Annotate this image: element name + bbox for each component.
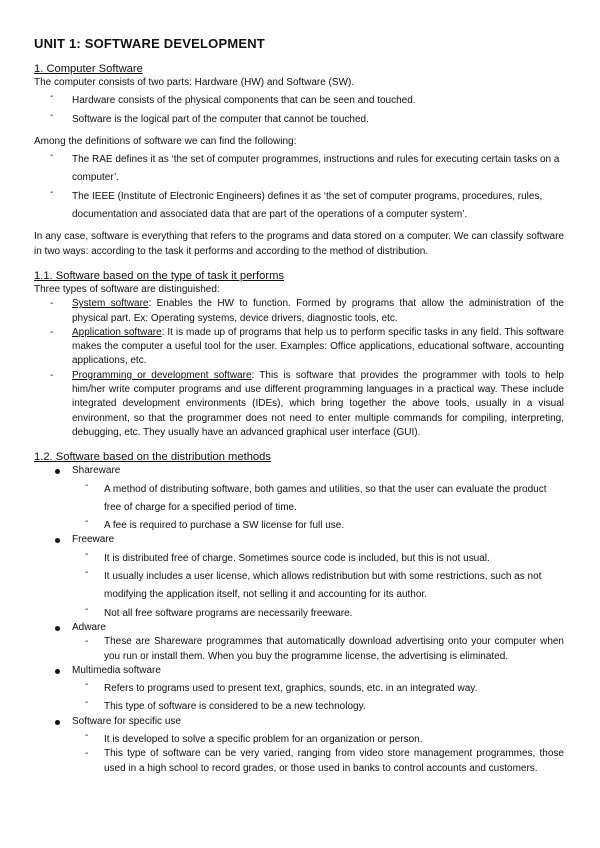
bullet-icon: [55, 469, 60, 474]
document-page: [34, 36, 564, 776]
list-item: - This type of software is considered to be a new technology.: [85, 697, 366, 713]
list-item: - This type of software can be very varied, ranging from video store management programmes, those used in a high school to record grades, or those used in banks to control accounts and customers.: [85, 748, 564, 774]
list-item: - It usually includes a user license, which allows redistribution but with some restrictions, such as not modifying the application itself, not selling it and accounting for its author.: [85, 567, 542, 601]
list-item: - A fee is required to purchase a SW license for full use.: [85, 516, 345, 532]
list-item: - These are Shareware programmes that automatically download advertising onto your computer when you run or install them. When you buy the programme license, the advertising is eliminated.: [85, 636, 564, 662]
paragraph-closing: In any case, software is everything that refers to the programs and data stored on a computer. We can classify software in two ways: according to the task it performs and according to the method of distribution.: [34, 231, 564, 257]
list-item: - System software: Enables the HW to function. Formed by programs that allow the administration of the physical part. Ex: Operating systems, device drivers, diagnostic tools, etc.: [50, 298, 564, 324]
list-item-freeware: Freeware - It is distributed free of charge. Sometimes source code is included, but this is not usual. - It usually includes a user license, which allows redistribution but with some restrictions, such as not modifying the application itself, not selling it and accounting for its author. - Not all free software programs are necessarily freeware.: [34, 533, 564, 620]
list-item: - The IEEE (Institute of Electronic Engineers) defines it as ‘the set of computer programs, procedures, rules, documentation and associated data that are part of the operations of a computer system’.: [50, 186, 543, 221]
list-item: - Not all free software programs are necessarily freeware.: [85, 603, 353, 619]
list-item: - Refers to programs used to present text, graphics, sounds, etc. in an integrated way.: [85, 679, 478, 695]
bullet-icon: [55, 720, 60, 725]
list-item: - It is distributed free of charge. Sometimes source code is included, but this is not usual.: [85, 548, 490, 564]
task-type-list: [34, 297, 564, 440]
hw-sw-list: [34, 90, 564, 127]
list-item-shareware: Shareware - A method of distributing software, both games and utilities, so that the user can evaluate the product free of charge for a specified period of time. - A fee is required to purchase a SW license for full use.: [34, 464, 564, 533]
section-heading-task-type: 1.1. Software based on the type of task it performs: [34, 269, 284, 282]
bullet-icon: [55, 669, 60, 674]
list-item-specific-use: Software for specific use - It is developed to solve a specific problem for an organization or person. - This type of software can be very varied, ranging from video store management programmes, those used in a high school to record grades, or those used in banks to control accounts and customers.: [34, 715, 564, 776]
list-item: - It is developed to solve a specific problem for an organization or person.: [85, 729, 423, 745]
document-title: UNIT 1: SOFTWARE DEVELOPMENT: [34, 36, 265, 51]
bullet-icon: [55, 626, 60, 631]
section-heading-distribution: 1.2. Software based on the distribution methods: [34, 451, 271, 464]
distribution-list: [34, 464, 564, 776]
section-heading-computer-software: 1. Computer Software: [34, 63, 143, 75]
bullet-icon: [55, 538, 60, 543]
list-item-adware: Adware - These are Shareware programmes that automatically download advertising onto your computer when you run or install them. When you buy the programme license, the advertising is eliminated.: [34, 621, 564, 664]
term-application-software: Application software: [72, 326, 162, 338]
paragraph-intro: The computer consists of two parts: Hardware (HW) and Software (SW).: [34, 77, 355, 88]
term-system-software: System software: [72, 298, 149, 310]
list-item: - Application software: It is made up of programs that help us to perform specific tasks in any field. This software makes the computer a useful tool for the user. Examples: Office applications, educational software, accounting applications, etc.: [50, 326, 564, 367]
list-item: - Programming or development software: This is software that provides the programmer with tools to help him/her write computer programs and use different programming languages in a practical way. These include integrated development environments (IDEs), which bring together the above tools, usually in a visual environment, so that the programmer does not need to enter multiple commands for compiling, interpreting, debugging, etc. They usually have an advanced graphical user interface (GUI).: [50, 369, 564, 438]
list-item-multimedia: Multimedia software - Refers to programs used to present text, graphics, sounds, etc. in an integrated way. - This type of software is considered to be a new technology.: [34, 664, 564, 715]
term-programming-software: Programming or development software: [72, 369, 252, 381]
list-item: - Hardware consists of the physical components that can be seen and touched.: [50, 91, 416, 107]
paragraph-definitions-intro: Among the definitions of software we can find the following:: [34, 135, 297, 147]
list-item: - Software is the logical part of the computer that cannot be touched.: [50, 109, 369, 125]
definitions-list: [34, 149, 564, 222]
list-item: - A method of distributing software, both games and utilities, so that the user can evaluate the product free of charge for a specified period of time.: [85, 479, 547, 513]
list-item: - The RAE defines it as ‘the set of computer programmes, instructions and rules for executing certain tasks on a computer’.: [50, 150, 560, 184]
paragraph-task-intro: Three types of software are distinguished:: [34, 283, 220, 295]
